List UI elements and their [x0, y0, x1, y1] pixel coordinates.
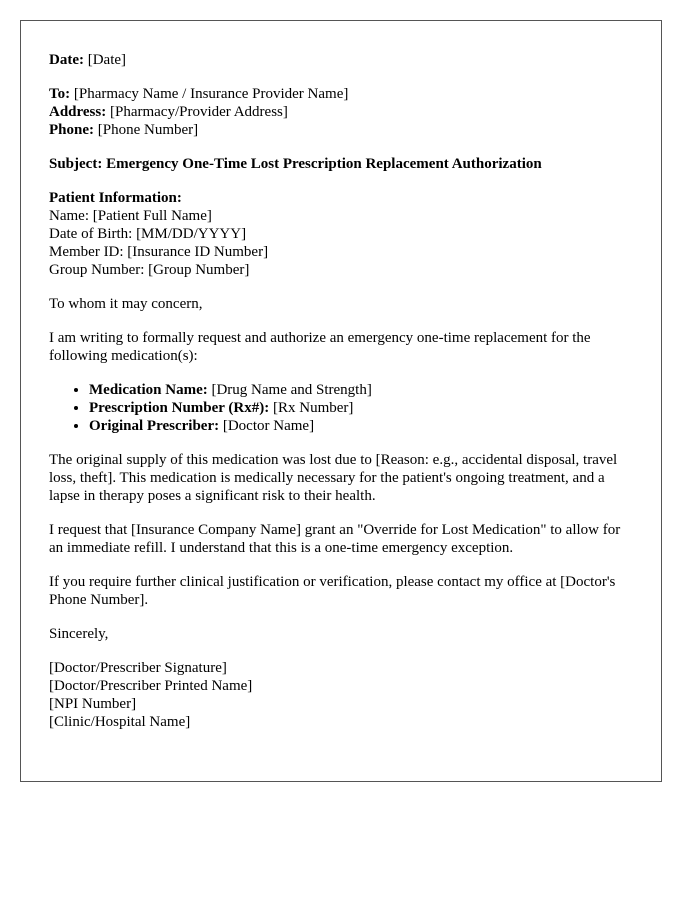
original-prescriber-item: [89, 417, 633, 435]
patient-info-block: [49, 189, 633, 279]
phone-line: [49, 121, 633, 139]
prescription-number-label: Prescription Number (Rx#):: [89, 400, 270, 416]
original-prescriber-label: Original Prescriber:: [89, 418, 220, 434]
to-line: [49, 85, 633, 103]
address-line: [49, 103, 633, 121]
address-label: Address:: [49, 104, 107, 120]
medication-name-label: Medication Name:: [89, 382, 208, 398]
medication-list: [49, 381, 633, 435]
subject-text: Subject: Emergency One-Time Lost Prescription Replacement Authorization: [49, 156, 542, 172]
signature-line: [Doctor/Prescriber Signature]: [49, 660, 227, 676]
clinic-line: [Clinic/Hospital Name]: [49, 714, 191, 730]
original-prescriber-value: [Doctor Name]: [222, 418, 315, 434]
patient-dob: Date of Birth: [MM/DD/YYYY]: [49, 226, 247, 242]
phone-label: Phone:: [49, 122, 94, 138]
closing: Sincerely,: [49, 626, 109, 642]
signature-block: [49, 659, 633, 731]
address-value: [Pharmacy/Provider Address]: [109, 104, 288, 120]
contact-paragraph: If you require further clinical justification or verification, please contact my office at [Doctor's Phone Number].: [49, 574, 616, 608]
patient-info-heading: Patient Information:: [49, 190, 182, 206]
npi-line: [NPI Number]: [49, 696, 137, 712]
request-paragraph: I request that [Insurance Company Name] grant an "Override for Lost Medication" to allow for an immediate refill. I understand that this is a one-time emergency exception.: [49, 522, 621, 556]
subject-line: [49, 155, 633, 173]
patient-member-id: Member ID: [Insurance ID Number]: [49, 244, 269, 260]
prescription-number-item: [89, 399, 633, 417]
date-value: [Date]: [87, 52, 127, 68]
intro-paragraph: I am writing to formally request and authorize an emergency one-time replacement for the following medication(s):: [49, 330, 591, 364]
to-value: [Pharmacy Name / Insurance Provider Name]: [73, 86, 349, 102]
reason-paragraph: The original supply of this medication was lost due to [Reason: e.g., accidental disposal, travel loss, theft]. This medication is medically necessary for the patient's ongoing treatment, and a lapse in therapy poses a significant risk to their health.: [49, 452, 618, 504]
medication-name-value: [Drug Name and Strength]: [211, 382, 372, 398]
medication-name-item: [89, 381, 633, 399]
to-label: To:: [49, 86, 71, 102]
recipient-block: [49, 85, 633, 139]
patient-name: Name: [Patient Full Name]: [49, 208, 212, 224]
phone-value: [Phone Number]: [97, 122, 199, 138]
prescription-number-value: [Rx Number]: [273, 400, 354, 416]
date-line: [49, 51, 633, 69]
letter-page: [20, 20, 662, 782]
salutation: To whom it may concern,: [49, 296, 203, 312]
date-label: Date:: [49, 52, 84, 68]
printed-name-line: [Doctor/Prescriber Printed Name]: [49, 678, 253, 694]
patient-group-number: Group Number: [Group Number]: [49, 262, 250, 278]
